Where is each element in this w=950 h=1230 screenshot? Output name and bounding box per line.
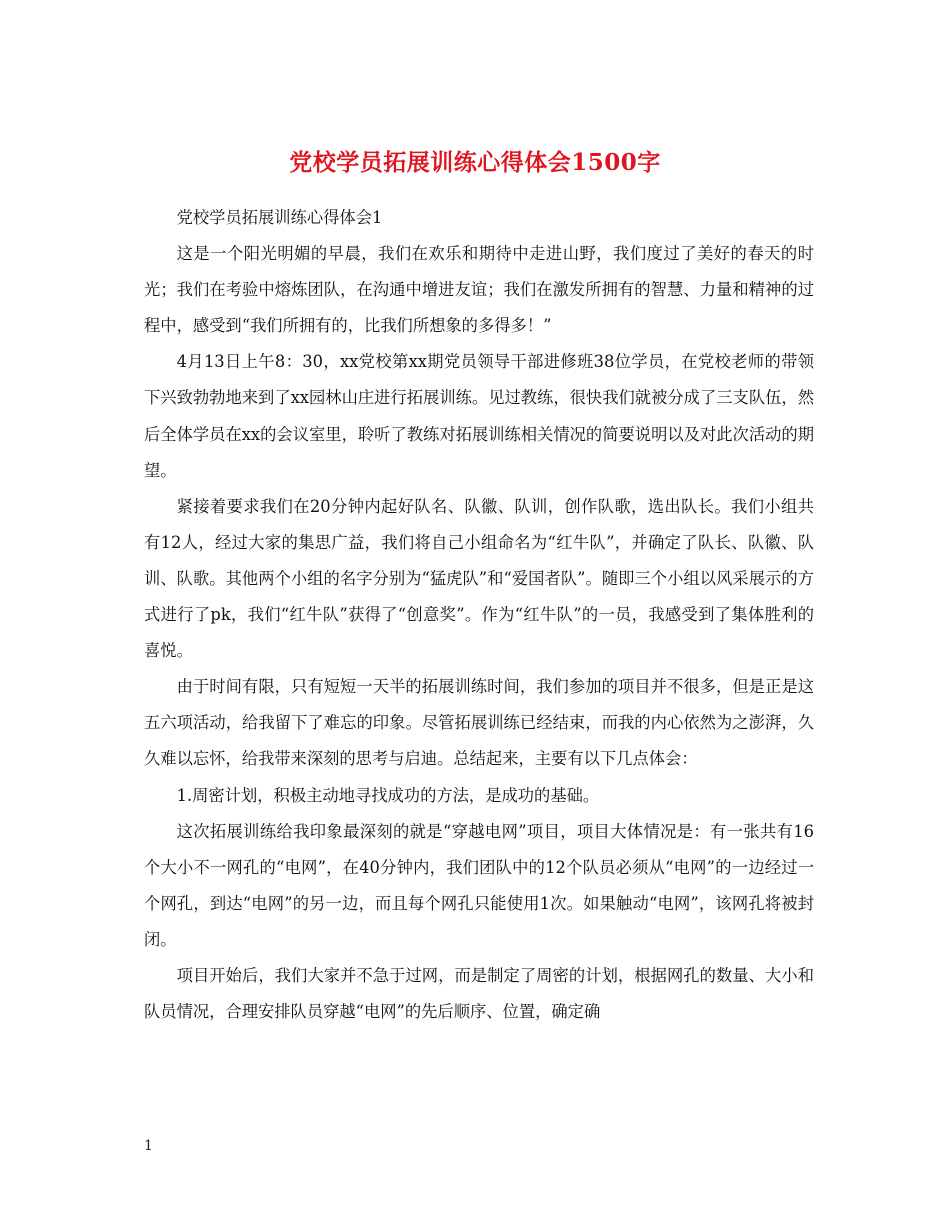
- page-number: 1: [144, 1138, 153, 1154]
- paragraph: 项目开始后，我们大家并不急于过网，而是制定了周密的计划，根据网孔的数量、大小和队员情况，合理安排队员穿越“电网”的先后顺序、位置，确定确: [144, 965, 814, 1022]
- document-body: [144, 200, 814, 1030]
- paragraph: 这是一个阳光明媚的早晨，我们在欢乐和期待中走进山野，我们度过了美好的春天的时光；我们在考验中熔炼团队，在沟通中增进友谊；我们在激发所拥有的智慧、力量和精神的过程中，感受到“我们所拥有的，比我们所想象的多得多！”: [144, 244, 814, 336]
- paragraph-subtitle: 党校学员拓展训练心得体会1: [176, 208, 383, 227]
- paragraph: 紧接着要求我们在20分钟内起好队名、队徽、队训，创作队歌，选出队长。我们小组共有12人，经过大家的集思广益，我们将自己小组命名为“红牛队”，并确定了队长、队徽、队训、队歌。其他两个小组的名字分别为“猛虎队”和“爱国者队”。随即三个小组以风采展示的方式进行了pk，我们“红牛队”获得了“创意奖”。作为“红牛队”的一员，我感受到了集体胜利的喜悦。: [144, 496, 814, 661]
- paragraph: 4月13日上午8：30，xx党校第xx期党员领导干部进修班38位学员，在党校老师的带领下兴致勃勃地来到了xx园林山庄进行拓展训练。见过教练，很快我们就被分成了三支队伍，然后全体学员在xx的会议室里，聆听了教练对拓展训练相关情况的简要说明以及对此次活动的期望。: [144, 352, 814, 480]
- paragraph: 这次拓展训练给我印象最深刻的就是“穿越电网”项目，项目大体情况是：有一张共有16个大小不一网孔的“电网”，在40分钟内，我们团队中的12个队员必须从“电网”的一边经过一个网孔，到达“电网”的另一边，而且每个网孔只能使用1次。如果触动“电网”，该网孔将被封闭。: [144, 821, 814, 949]
- document-title: 党校学员拓展训练心得体会1500字: [289, 149, 661, 177]
- paragraph: 1.周密计划，积极主动地寻找成功的方法，是成功的基础。: [176, 785, 600, 805]
- paragraph: 由于时间有限，只有短短一天半的拓展训练时间，我们参加的项目并不很多，但是正是这五六项活动，给我留下了难忘的印象。尽管拓展训练已经结束，而我的内心依然为之澎湃，久久难以忘怀，给我带来深刻的思考与启迪。总结起来，主要有以下几点体会：: [144, 677, 814, 769]
